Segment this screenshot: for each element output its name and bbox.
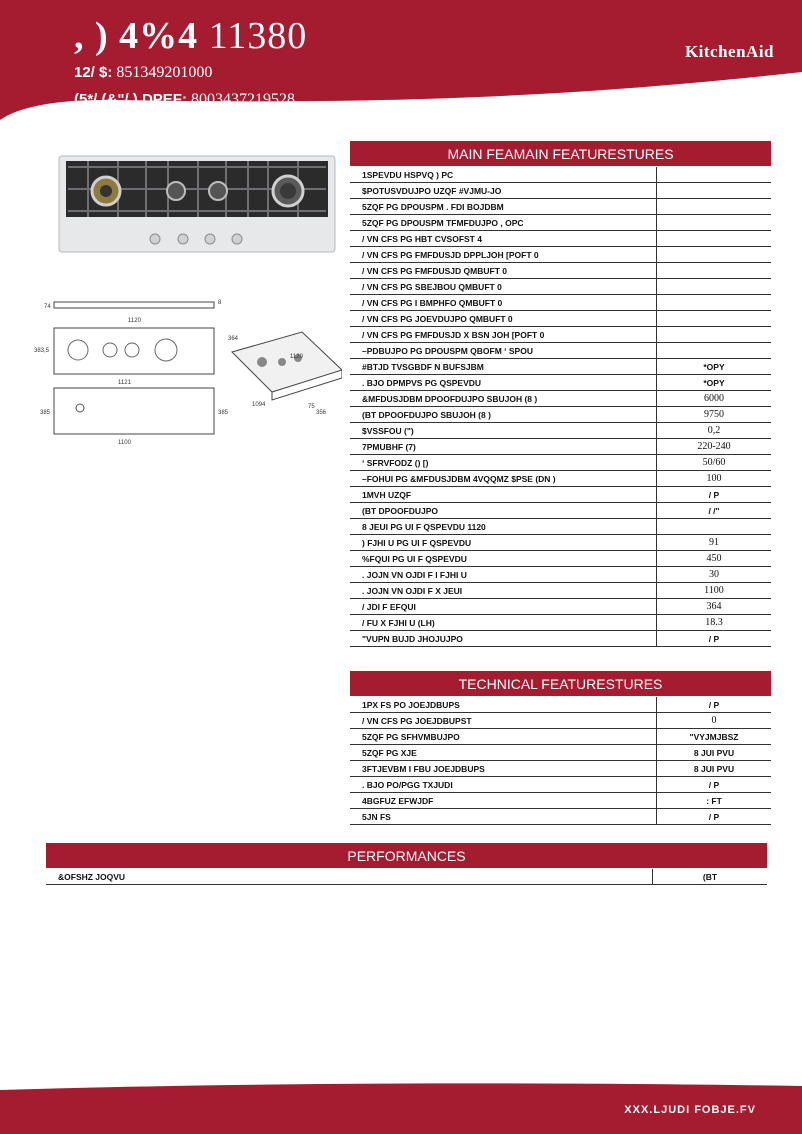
spec-row: [350, 183, 771, 199]
spec-row: [350, 729, 771, 745]
spec-value: 30: [657, 567, 772, 583]
spec-label: / VN CFS PG FMFDUSJD X BSN JOH [POFT 0: [350, 327, 657, 343]
spec-value: 0,2: [657, 423, 772, 439]
spec-value: 220-240: [657, 439, 772, 455]
spec-label: (BT DPOOFDUJPO: [350, 503, 657, 519]
spec-label: ‘ SFRVFODZ () [): [350, 455, 657, 471]
spec-value: 8 JUI PVU: [657, 761, 772, 777]
spec-value: [657, 295, 772, 311]
spec-row: [350, 631, 771, 647]
dim-top-width: 1120: [128, 318, 141, 324]
spec-value: 8 JUI PVU: [657, 745, 772, 761]
spec-value: 450: [657, 551, 772, 567]
spec-value: 6000: [657, 391, 772, 407]
spec-label: / VN CFS PG I BMPHFO QMBUFT 0: [350, 295, 657, 311]
spec-row: [46, 869, 767, 885]
spec-row: [350, 809, 771, 825]
spec-row: [350, 503, 771, 519]
spec-label: 1SPEVDU HSPVQ ) PC: [350, 167, 657, 183]
spec-row: [350, 599, 771, 615]
spec-value: [657, 215, 772, 231]
brand-logo: KitchenAid: [684, 42, 774, 61]
spec-row: [350, 279, 771, 295]
dim-iso-depth-2: 356: [316, 410, 327, 416]
spec-label: . JOJN VN OJDI F X JEUI: [350, 583, 657, 599]
dim-side-left: 74: [44, 304, 51, 310]
spec-row: [350, 215, 771, 231]
spec-label: 8 JEUI PG UI F QSPEVDU 1120: [350, 519, 657, 535]
spec-value: [657, 519, 772, 535]
spec-row: [350, 439, 771, 455]
dim-cutout-width: 1100: [118, 440, 131, 446]
ean-code-line: (5*/ (&"/ ) DPEF: 8003437219528: [74, 91, 295, 108]
dim-cutout-height-left: 385: [40, 410, 51, 416]
spec-value: *OPY: [657, 359, 772, 375]
spec-value: / P: [657, 631, 772, 647]
spec-label: . BJO DPMPVS PG QSPEVDU: [350, 375, 657, 391]
spec-value: "VYJMJBSZ: [657, 729, 772, 745]
spec-row: [350, 745, 771, 761]
spec-row: [350, 391, 771, 407]
spec-row: [350, 359, 771, 375]
dim-iso-depth: 364: [228, 336, 239, 342]
spec-row: [350, 519, 771, 535]
spec-value: 9750: [657, 407, 772, 423]
spec-label: "VUPN BUJD JHOJUJPO: [350, 631, 657, 647]
dim-mid-height: 383,5: [34, 348, 50, 354]
spec-row: [350, 455, 771, 471]
spec-label: / VN CFS PG JOEJDBUPST: [350, 713, 657, 729]
spec-value: [657, 183, 772, 199]
dim-iso-height: 75: [308, 404, 315, 410]
spec-value: 50/60: [657, 455, 772, 471]
spec-label: / VN CFS PG JOEVDUJPO QMBUFT 0: [350, 311, 657, 327]
spec-label: –FOHUI PG &MFDUSJDBM 4VQQMZ $PSE (DN ): [350, 471, 657, 487]
spec-row: [350, 231, 771, 247]
spec-value: 364: [657, 599, 772, 615]
spec-label: . JOJN VN OJDI F I FJHI U: [350, 567, 657, 583]
spec-row: [350, 793, 771, 809]
spec-row: [350, 263, 771, 279]
spec-row: [350, 375, 771, 391]
spec-value: / P: [657, 809, 772, 825]
spec-value: 0: [657, 713, 772, 729]
spec-row: [350, 535, 771, 551]
dim-cutout-height-right: 385: [218, 410, 229, 416]
spec-label: 5ZQF PG SFHVMBUJPO: [350, 729, 657, 745]
spec-label: 1PX FS PO JOEJDBUPS: [350, 697, 657, 713]
spec-row: [350, 583, 771, 599]
spec-row: [350, 777, 771, 793]
product-code-line: 12/ $: 851349201000: [74, 64, 213, 81]
main-features-heading: MAIN FEAMAIN FEATURESTURES: [350, 141, 771, 166]
spec-value: 100: [657, 471, 772, 487]
spec-row: [350, 423, 771, 439]
spec-value: 1100: [657, 583, 772, 599]
spec-label: 3FTJEVBM I FBU JOEJDBUPS: [350, 761, 657, 777]
spec-value: [657, 343, 772, 359]
page-title: , ) 4%4 11380: [74, 15, 308, 57]
spec-label: / JDI F EFQUI: [350, 599, 657, 615]
spec-label: 5ZQF PG DPOUSPM . FDI BOJDBM: [350, 199, 657, 215]
spec-value: [657, 247, 772, 263]
spec-label: $VSSFOU ("): [350, 423, 657, 439]
product-photo: [58, 155, 336, 260]
technical-features-heading: TECHNICAL FEATURESTURES: [350, 671, 771, 696]
spec-value: / P: [657, 777, 772, 793]
spec-row: [350, 407, 771, 423]
spec-label: 7PMUBHF (7): [350, 439, 657, 455]
spec-value: (BT: [653, 869, 768, 885]
spec-row: [350, 551, 771, 567]
spec-label: / FU X FJHI U (LH): [350, 615, 657, 631]
technical-drawing: [32, 290, 342, 455]
spec-row: [350, 615, 771, 631]
spec-row: [350, 167, 771, 183]
spec-row: [350, 487, 771, 503]
technical-features-table: [350, 697, 771, 825]
spec-label: / VN CFS PG FMFDUSJD DPPLJOH [POFT 0: [350, 247, 657, 263]
spec-row: [350, 311, 771, 327]
spec-label: 5ZQF PG XJE: [350, 745, 657, 761]
spec-row: [350, 713, 771, 729]
spec-label: $POTUSVDUJPO UZQF #VJMU-JO: [350, 183, 657, 199]
dim-mid-width: 1121: [118, 380, 131, 386]
spec-value: [657, 263, 772, 279]
spec-value: / /": [657, 503, 772, 519]
spec-label: %FQUI PG UI F QSPEVDU: [350, 551, 657, 567]
footer-url[interactable]: XXX.LJUDI FOBJE.FV: [624, 1104, 756, 1116]
spec-value: [657, 167, 772, 183]
spec-row: [350, 343, 771, 359]
dim-iso-width-2: 1094: [252, 402, 266, 408]
performances-table: [46, 869, 767, 885]
dim-iso-width: 1120: [290, 354, 303, 360]
spec-row: [350, 761, 771, 777]
spec-label: (BT DPOOFDUJPO SBUJOH (8 ): [350, 407, 657, 423]
spec-row: [350, 471, 771, 487]
spec-value: [657, 327, 772, 343]
spec-label: / VN CFS PG SBEJBOU QMBUFT 0: [350, 279, 657, 295]
spec-label: 1MVH UZQF: [350, 487, 657, 503]
spec-label: &MFDUSJDBM DPOOFDUJPO SBUJOH (8 ): [350, 391, 657, 407]
spec-value: 91: [657, 535, 772, 551]
spec-row: [350, 247, 771, 263]
spec-value: [657, 279, 772, 295]
spec-label: 5JN FS: [350, 809, 657, 825]
spec-label: –PDBUJPO PG DPOUSPM QBOFM ‘ SPOU: [350, 343, 657, 359]
spec-value: [657, 231, 772, 247]
dim-side-right: 8: [218, 300, 222, 306]
spec-value: / P: [657, 697, 772, 713]
spec-label: #BTJD TVSGBDF N BUFSJBM: [350, 359, 657, 375]
spec-label: 4BGFUZ EFWJDF: [350, 793, 657, 809]
spec-label: 5ZQF PG DPOUSPM TFMFDUJPO , OPC: [350, 215, 657, 231]
spec-label: / VN CFS PG FMFDUSJD QMBUFT 0: [350, 263, 657, 279]
spec-label: . BJO PO/PGG TXJUDI: [350, 777, 657, 793]
spec-value: [657, 311, 772, 327]
spec-label: &OFSHZ JOQVU: [46, 869, 653, 885]
spec-row: [350, 327, 771, 343]
main-features-table: [350, 167, 771, 647]
spec-row: [350, 697, 771, 713]
spec-row: [350, 567, 771, 583]
performances-heading: PERFORMANCES: [46, 843, 767, 868]
spec-value: : FT: [657, 793, 772, 809]
spec-value: *OPY: [657, 375, 772, 391]
spec-row: [350, 295, 771, 311]
spec-value: 18.3: [657, 615, 772, 631]
spec-value: / P: [657, 487, 772, 503]
spec-label: ) FJHI U PG UI F QSPEVDU: [350, 535, 657, 551]
spec-row: [350, 199, 771, 215]
spec-label: / VN CFS PG HBT CVSOFST 4: [350, 231, 657, 247]
spec-value: [657, 199, 772, 215]
